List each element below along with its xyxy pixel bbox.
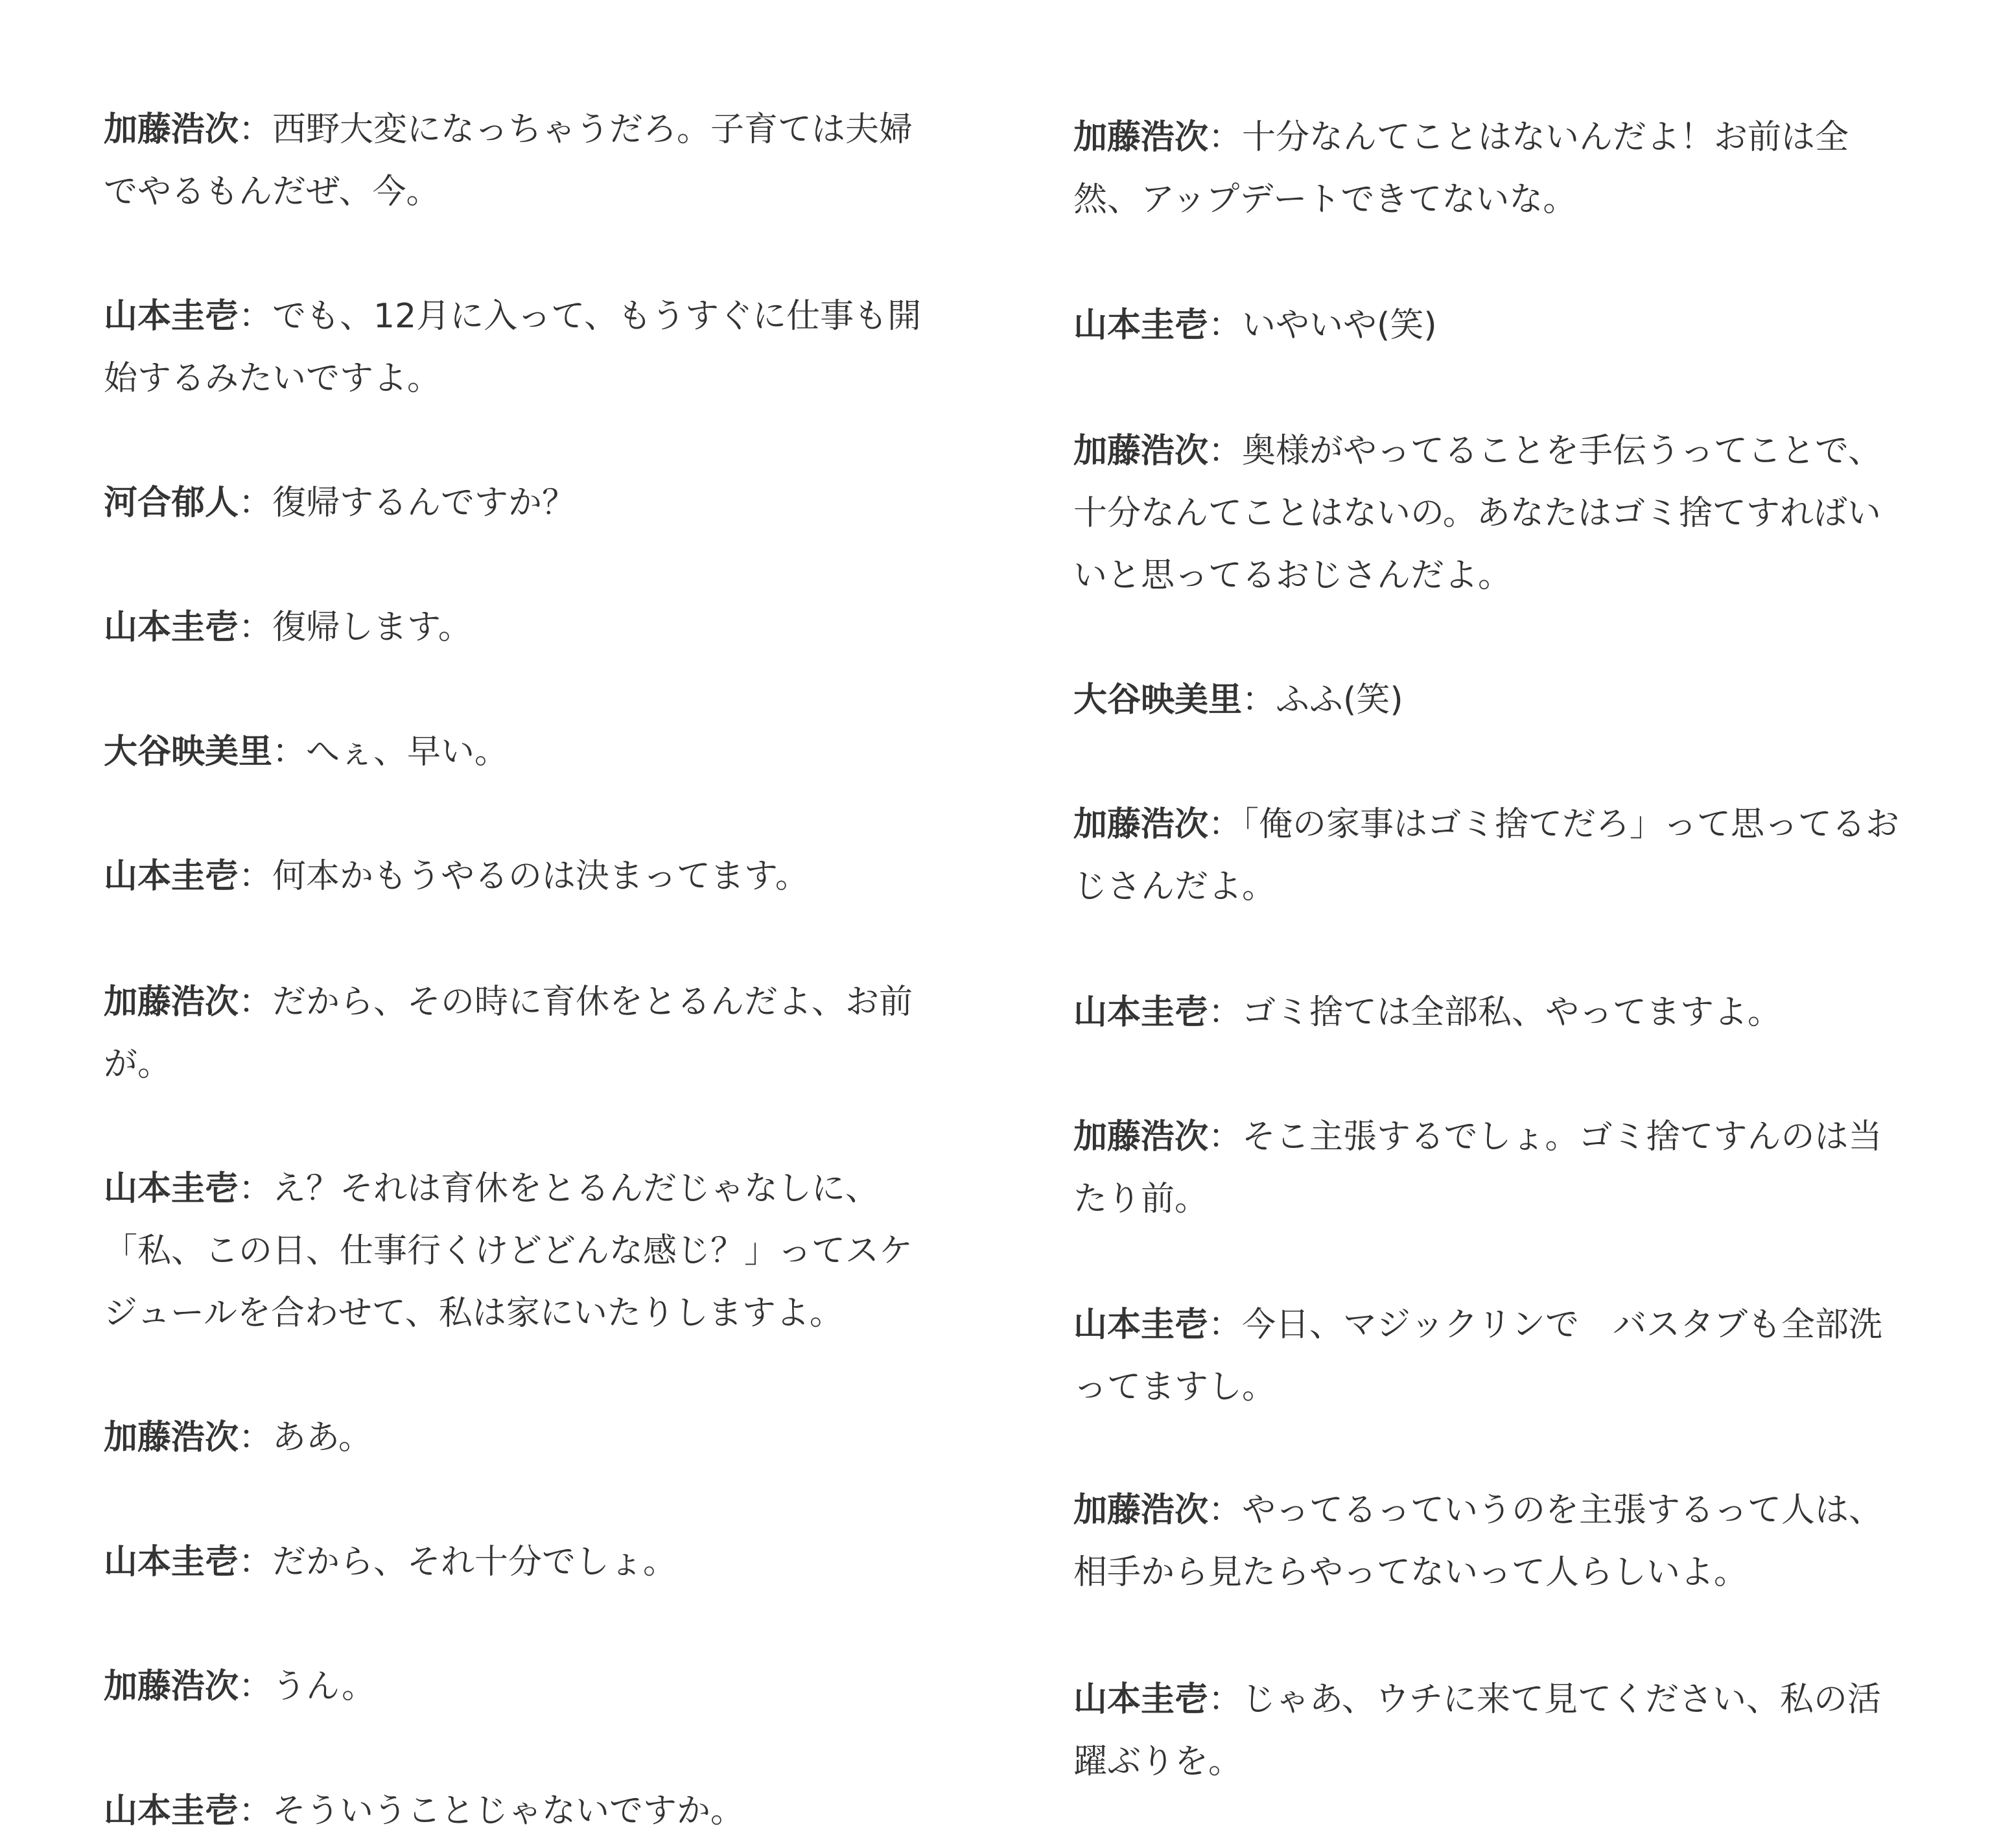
utterance-text: そこ主張するでしょ。ゴミ捨てすんのは当 <box>1242 1117 1882 1156</box>
utterance-text: うん。 <box>272 1667 376 1706</box>
dialogue-continuation-line <box>104 1044 171 1085</box>
dialogue-line <box>104 1790 744 1832</box>
dialogue-continuation-line <box>1073 1366 1276 1408</box>
dialogue-line <box>104 296 921 337</box>
utterance-text: たり前。 <box>1073 1180 1209 1219</box>
utterance-text: へぇ、早い。 <box>306 732 509 771</box>
dialogue-continuation-line <box>104 171 439 213</box>
speaker-separator: ： <box>1208 432 1243 471</box>
utterance-text: そういうことじゃないですか。 <box>272 1792 745 1830</box>
utterance-text: でやるもんだぜ、今。 <box>104 172 440 211</box>
speaker-separator: ： <box>239 1169 273 1208</box>
speaker-separator: ： <box>1208 118 1243 157</box>
speaker-name: 山本圭壱 <box>1073 1680 1209 1719</box>
speaker-separator: ： <box>1208 1680 1243 1719</box>
utterance-text: 奥様がやってることを手伝うってことで、 <box>1242 432 1882 471</box>
dialogue-line <box>104 1168 879 1210</box>
utterance-text: 十分なんてことはないの。あなたはゴミ捨てすればい <box>1073 494 1881 533</box>
speaker-name: 加藤浩次 <box>1073 1491 1209 1530</box>
utterance-text: ジュールを合わせて、私は家にいたりしますよ。 <box>104 1294 843 1333</box>
speaker-separator: ： <box>1208 306 1243 345</box>
utterance-text: え？それは育休をとるんだじゃなしに、 <box>272 1169 880 1208</box>
speaker-separator: ： <box>1208 805 1243 844</box>
speaker-name: 河合郁人 <box>104 484 239 522</box>
speaker-separator: ： <box>239 857 273 896</box>
dialogue-line <box>104 1417 372 1458</box>
speaker-name: 加藤浩次 <box>104 1667 239 1706</box>
utterance-text: ああ。 <box>272 1418 372 1457</box>
dialogue-line <box>104 981 913 1023</box>
dialogue-line <box>1073 679 1403 721</box>
dialogue-continuation-line <box>1073 1741 1242 1783</box>
speaker-separator: ： <box>239 1792 273 1830</box>
speaker-separator: ： <box>239 983 273 1022</box>
utterance-text: だから、その時に育休をとるんだよ、お前 <box>272 983 913 1022</box>
speaker-separator: ： <box>1208 1305 1243 1344</box>
speaker-name: 大谷映美里 <box>1073 681 1243 719</box>
speaker-separator: ： <box>239 110 273 149</box>
utterance-text: やってるっていうのを主張するって人は、 <box>1242 1491 1883 1530</box>
dialogue-line <box>1073 804 1899 845</box>
utterance-text: いと思ってるおじさんだよ。 <box>1073 556 1512 595</box>
utterance-text: 「俺の家事はゴミ捨てだろ」って思ってるお <box>1242 805 1900 844</box>
speaker-name: 山本圭壱 <box>104 608 239 647</box>
speaker-name: 山本圭壱 <box>104 1543 239 1582</box>
dialogue-line <box>104 109 913 150</box>
speaker-name: 加藤浩次 <box>104 983 239 1022</box>
utterance-text: じゃあ、ウチに来て見てください、私の活 <box>1242 1680 1881 1719</box>
dialogue-line <box>1073 430 1882 472</box>
utterance-text: 何本かもうやるのは決まってます。 <box>272 857 809 896</box>
speaker-separator: ： <box>239 1543 273 1582</box>
utterance-text: じさんだよ。 <box>1073 867 1276 906</box>
speaker-separator: ： <box>1208 1491 1243 1530</box>
utterance-text: が。 <box>104 1045 172 1084</box>
dialogue-line <box>1073 117 1849 158</box>
speaker-name: 山本圭壱 <box>1073 1305 1209 1344</box>
speaker-name: 大谷映美里 <box>104 732 273 771</box>
dialogue-line <box>1073 1116 1882 1158</box>
speaker-separator: ： <box>239 297 273 336</box>
speaker-name: 山本圭壱 <box>104 1792 239 1830</box>
speaker-name: 加藤浩次 <box>1073 1117 1209 1156</box>
utterance-text: 躍ぶりを。 <box>1073 1742 1243 1781</box>
utterance-text: 相手から見たらやってないって人らしいよ。 <box>1073 1553 1748 1592</box>
speaker-name: 加藤浩次 <box>1073 432 1209 471</box>
dialogue-line <box>1073 992 1781 1033</box>
speaker-name: 山本圭壱 <box>104 857 239 896</box>
utterance-text: ふふ(笑) <box>1276 681 1403 719</box>
utterance-text: いやいや(笑) <box>1242 306 1437 345</box>
speaker-separator: ： <box>239 1667 273 1706</box>
utterance-text: 然、アップデートできてないな。 <box>1073 180 1577 219</box>
utterance-text: 「私、この日、仕事行くけどどんな感じ？」ってスケ <box>104 1232 913 1270</box>
dialogue-line <box>1073 305 1437 346</box>
utterance-text: 復帰するんですか？ <box>272 484 576 522</box>
speaker-name: 加藤浩次 <box>1073 118 1209 157</box>
dialogue-line <box>104 607 472 648</box>
utterance-text: 復帰します。 <box>272 608 472 647</box>
speaker-separator: ： <box>239 1418 273 1457</box>
dialogue-line <box>1073 1304 1882 1346</box>
speaker-separator: ： <box>1242 681 1276 719</box>
dialogue-continuation-line <box>1073 493 1881 534</box>
speaker-name: 山本圭壱 <box>1073 306 1209 345</box>
speaker-separator: ： <box>1208 1117 1243 1156</box>
speaker-name: 加藤浩次 <box>104 110 239 149</box>
utterance-text: ゴミ捨ては全部私、やってますよ。 <box>1242 993 1782 1032</box>
dialogue-line <box>1073 1679 1881 1720</box>
speaker-name: 山本圭壱 <box>104 1169 239 1208</box>
speaker-name: 加藤浩次 <box>104 1418 239 1457</box>
utterance-text: 西野大変になっちゃうだろ。子育ては夫婦 <box>272 110 913 149</box>
dialogue-continuation-line <box>1073 866 1276 907</box>
speaker-separator: ： <box>1208 993 1243 1032</box>
speaker-name: 山本圭壱 <box>1073 993 1209 1032</box>
speaker-separator: ： <box>272 732 307 771</box>
dialogue-line <box>104 731 508 773</box>
utterance-text: ってますし。 <box>1073 1368 1276 1407</box>
dialogue-line <box>104 1666 375 1707</box>
dialogue-line <box>104 482 576 524</box>
speaker-name: 加藤浩次 <box>1073 805 1209 844</box>
speaker-name: 山本圭壱 <box>104 297 239 336</box>
speaker-separator: ： <box>239 484 273 522</box>
dialogue-line <box>104 856 809 897</box>
dialogue-continuation-line <box>1073 179 1576 220</box>
utterance-text: 始するみたいですよ。 <box>104 359 441 398</box>
utterance-text: だから、それ十分でしょ。 <box>272 1543 677 1582</box>
dialogue-continuation-line <box>104 1292 843 1334</box>
dialogue-line <box>104 1541 677 1583</box>
dialogue-continuation-line <box>104 358 441 399</box>
speaker-separator: ： <box>239 608 273 647</box>
dialogue-continuation-line <box>1073 1178 1208 1220</box>
dialogue-continuation-line <box>1073 1552 1748 1593</box>
dialogue-line <box>1073 1490 1882 1531</box>
utterance-text: でも、12月に入って、もうすぐに仕事も開 <box>272 297 922 336</box>
dialogue-continuation-line <box>1073 555 1512 596</box>
utterance-text: 十分なんてことはないんだよ！お前は全 <box>1242 118 1849 157</box>
dialogue-continuation-line <box>104 1230 913 1272</box>
utterance-text: 今日、マジックリンで バスタブも全部洗 <box>1242 1305 1883 1344</box>
